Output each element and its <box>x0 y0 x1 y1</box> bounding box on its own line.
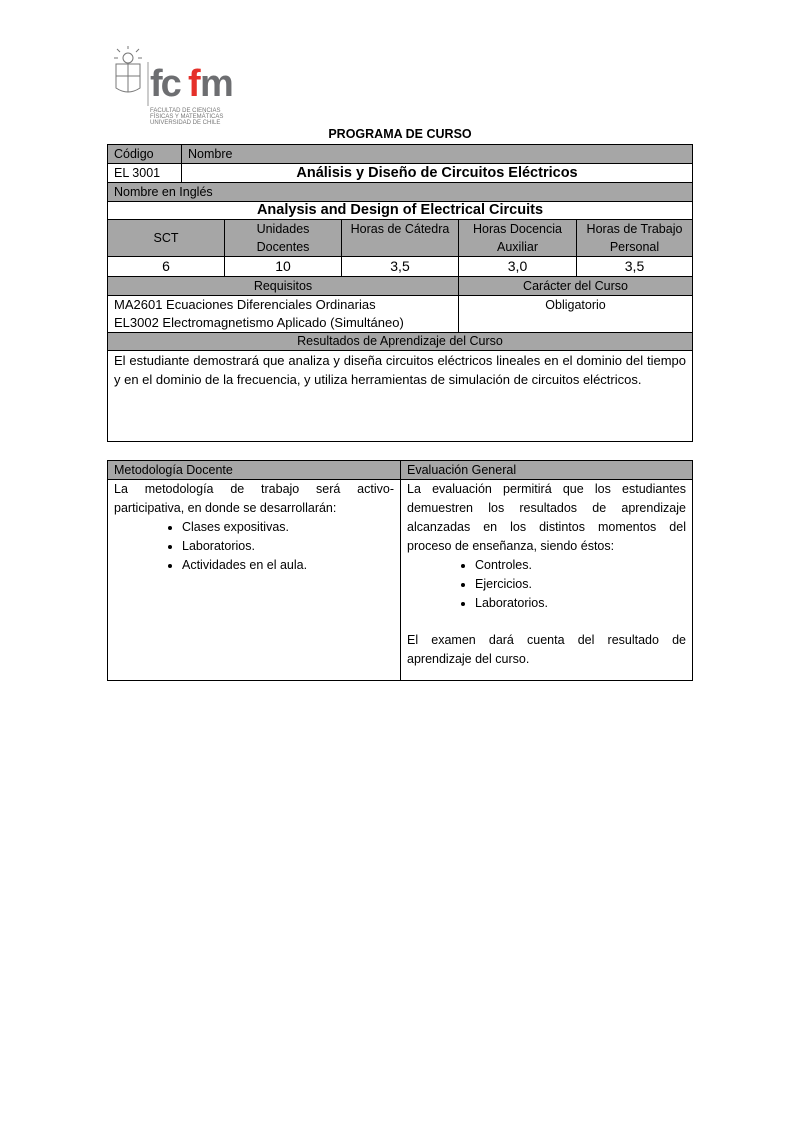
fcfm-logo <box>112 46 242 130</box>
list-item: • Clases expositivas. <box>182 518 394 537</box>
svg-text:FÍSICAS Y MATEMÁTICAS: FÍSICAS Y MATEMÁTICAS <box>150 114 224 120</box>
evaluacion-label: Evaluación General <box>400 460 693 480</box>
page-title: PROGRAMA DE CURSO <box>328 127 472 141</box>
evaluacion-body <box>400 479 693 681</box>
evaluacion-list <box>407 556 686 613</box>
english-name-label: Nombre en Inglés <box>107 182 693 202</box>
name-label: Nombre <box>181 144 693 164</box>
course-code: EL 3001 <box>107 163 182 183</box>
list-item: • Laboratorios. <box>182 537 394 556</box>
value-horas-auxiliar: 3,0 <box>458 256 577 277</box>
course-name: Análisis y Diseño de Circuitos Eléctricos <box>181 163 693 183</box>
caracter-value: Obligatorio <box>458 295 693 333</box>
list-item: • Ejercicios. <box>475 575 686 594</box>
value-unidades-docentes: 10 <box>224 256 342 277</box>
university-seal-icon <box>114 46 142 92</box>
svg-text:f: f <box>188 63 201 105</box>
metodologia-label: Metodología Docente <box>107 460 401 480</box>
evaluacion-closing: El examen dará cuenta del resultado de aprendizaje del curso. <box>407 633 686 666</box>
list-item: • Laboratorios. <box>475 594 686 613</box>
header-horas-personal: Horas de Trabajo Personal <box>576 219 693 257</box>
resultados-label: Resultados de Aprendizaje del Curso <box>107 332 693 351</box>
caracter-label: Carácter del Curso <box>458 276 693 296</box>
resultados-text: El estudiante demostrará que analiza y diseña circuitos eléctricos lineales en el dominio del tiempo y en el dominio de la frecuencia, y utiliza herramientas de simulación de circuitos eléctricos. <box>107 350 693 442</box>
code-label: Código <box>107 144 182 164</box>
requisitos-list <box>107 295 459 333</box>
svg-text:m: m <box>200 63 234 105</box>
svg-text:UNIVERSIDAD DE CHILE: UNIVERSIDAD DE CHILE <box>150 120 221 126</box>
header-unidades-docentes: Unidades Docentes <box>224 219 342 257</box>
svg-text:fc: fc <box>150 63 180 105</box>
header-sct: SCT <box>107 219 225 257</box>
value-horas-catedra: 3,5 <box>341 256 459 277</box>
value-horas-personal: 3,5 <box>576 256 693 277</box>
header-horas-catedra: Horas de Cátedra <box>341 219 459 257</box>
metodologia-intro: La metodología de trabajo será activo-participativa, en donde se desarrollarán: <box>114 482 394 515</box>
value-sct: 6 <box>107 256 225 277</box>
metodologia-body <box>107 479 401 681</box>
english-name: Analysis and Design of Electrical Circuits <box>107 201 693 220</box>
requisito-item: EL3002 Electromagnetismo Aplicado (Simultáneo) <box>114 315 404 330</box>
list-item: • Actividades en el aula. <box>182 556 394 575</box>
evaluacion-intro: La evaluación permitirá que los estudiantes demuestren los resultados de aprendizaje alcanzadas en los distintos momentos del proceso de enseñanza, siendo éstos: <box>407 482 686 553</box>
header-horas-auxiliar: Horas Docencia Auxiliar <box>458 219 577 257</box>
metodologia-list <box>114 518 394 575</box>
requisito-item: MA2601 Ecuaciones Diferenciales Ordinarias <box>114 297 376 312</box>
requisitos-label: Requisitos <box>107 276 459 296</box>
list-item: • Controles. <box>475 556 686 575</box>
svg-text:FACULTAD DE CIENCIAS: FACULTAD DE CIENCIAS <box>150 108 221 114</box>
